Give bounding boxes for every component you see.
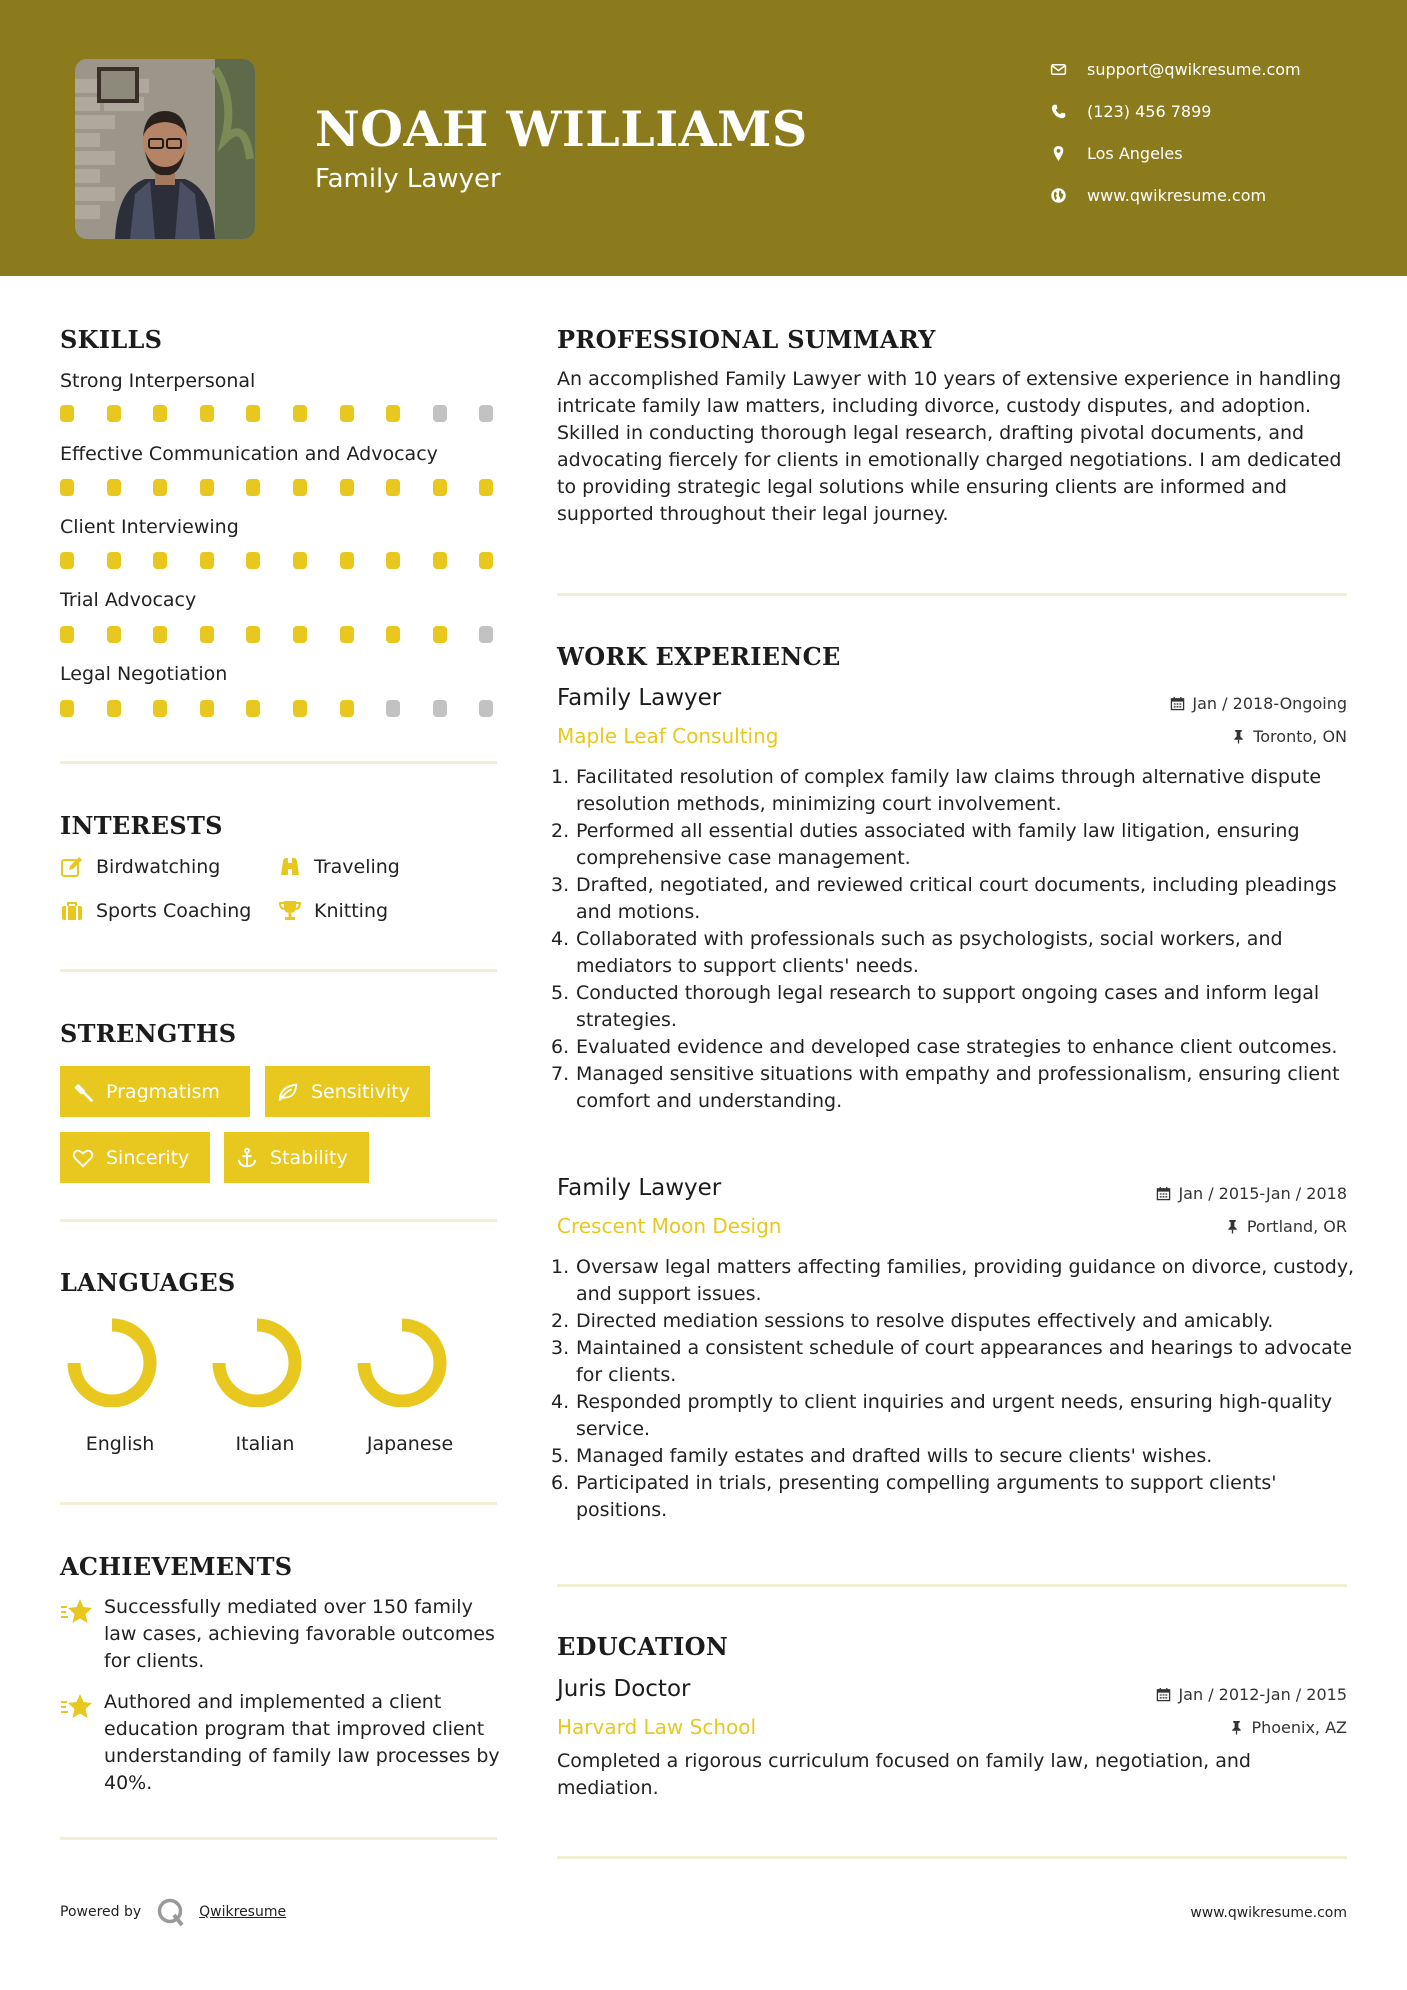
job-responsibilities bbox=[551, 764, 1357, 1115]
skill-dot-filled bbox=[340, 626, 354, 643]
skill-dot-filled bbox=[200, 700, 214, 717]
education-dates-text: Jan / 2012-Jan / 2015 bbox=[1178, 1685, 1347, 1704]
skill-dot-filled bbox=[153, 626, 167, 643]
section-divider bbox=[60, 969, 497, 972]
education-location bbox=[1229, 1718, 1347, 1737]
interest-label: Traveling bbox=[314, 856, 400, 878]
education-dates bbox=[1156, 1685, 1347, 1704]
skill-dot-filled bbox=[479, 479, 493, 496]
job-dates-text: Jan / 2015-Jan / 2018 bbox=[1178, 1184, 1347, 1203]
skill-dot-filled bbox=[246, 700, 260, 717]
skill-dot-filled bbox=[293, 405, 307, 422]
language-label: Italian bbox=[235, 1433, 295, 1455]
skill-dot-filled bbox=[60, 626, 74, 643]
skill-dot-filled bbox=[60, 479, 74, 496]
language-progress-ring bbox=[350, 1317, 470, 1407]
footer-powered-by bbox=[60, 1895, 286, 1929]
gavel-icon bbox=[72, 1081, 94, 1103]
job-location bbox=[1225, 1217, 1347, 1236]
skill-dot-filled bbox=[340, 552, 354, 569]
responsibility-item: 4. Collaborated with professionals such as psychologists, social workers, and mediators to support clients' needs. bbox=[551, 928, 1283, 977]
skill-dot-filled bbox=[107, 700, 121, 717]
skill-dot-filled bbox=[386, 479, 400, 496]
strength-badge bbox=[224, 1132, 369, 1183]
job-title: Family Lawyer bbox=[557, 1175, 722, 1201]
job-location-text: Portland, OR bbox=[1246, 1217, 1347, 1236]
skill-dot-filled bbox=[479, 552, 493, 569]
responsibility-item: 5. Managed family estates and drafted wills to secure clients' wishes. bbox=[551, 1445, 1213, 1467]
binoculars-icon bbox=[278, 855, 302, 879]
skill-dot-empty bbox=[433, 405, 447, 422]
experience-heading: WORK EXPERIENCE bbox=[557, 642, 841, 671]
responsibility-item: 6. Evaluated evidence and developed case strategies to enhance client outcomes. bbox=[551, 1036, 1338, 1058]
skill-dot-empty bbox=[479, 405, 493, 422]
company-name: Maple Leaf Consulting bbox=[557, 724, 779, 748]
skill-dot-filled bbox=[200, 479, 214, 496]
skill-rating bbox=[60, 700, 500, 718]
skill-rating bbox=[60, 405, 500, 423]
strengths-heading: STRENGTHS bbox=[60, 1019, 237, 1048]
responsibility-item: 6. Participated in trials, presenting compelling arguments to support clients' positions. bbox=[551, 1472, 1277, 1521]
achievement-text: Authored and implemented a client education program that improved client understanding of family law processes by 40%. bbox=[104, 1691, 500, 1794]
strength-badge bbox=[265, 1066, 430, 1117]
contact-location bbox=[1050, 138, 1370, 168]
skill-dot-filled bbox=[293, 626, 307, 643]
heart-icon bbox=[72, 1147, 94, 1169]
section-divider bbox=[557, 1856, 1347, 1859]
language-level-arc bbox=[364, 1325, 440, 1401]
achievement-text: Successfully mediated over 150 family law cases, achieving favorable outcomes for clients. bbox=[104, 1596, 495, 1672]
skill-dot-filled bbox=[153, 700, 167, 717]
skill-dot-filled bbox=[246, 626, 260, 643]
skill-dot-filled bbox=[293, 479, 307, 496]
interest-item bbox=[60, 897, 251, 925]
achievements-heading: ACHIEVEMENTS bbox=[60, 1552, 293, 1581]
leaf-icon bbox=[277, 1081, 299, 1103]
skill-name: Legal Negotiation bbox=[60, 663, 228, 685]
skill-dot-filled bbox=[153, 405, 167, 422]
skill-dot-filled bbox=[107, 552, 121, 569]
pencil-square-icon bbox=[60, 855, 84, 879]
interest-label: Knitting bbox=[314, 900, 389, 922]
language-label: English bbox=[85, 1433, 155, 1455]
skill-dot-filled bbox=[293, 700, 307, 717]
education-description: Completed a rigorous curriculum focused on family law, negotiation, and mediation. bbox=[557, 1750, 1251, 1799]
job-dates bbox=[1156, 1184, 1347, 1203]
interest-item bbox=[278, 897, 388, 925]
powered-by-text: Powered by bbox=[60, 1904, 142, 1920]
candidate-name: NOAH WILLIAMS bbox=[315, 100, 808, 158]
summary-text: An accomplished Family Lawyer with 10 years of extensive experience in handling intricate family law matters, including divorce, custody disputes, and adoption. Skilled in conducting thorough legal research, drafting pivotal documents, and advocating fiercely for clients in emotionally charged negotiations. I am dedicated to providing strategic legal solutions while ensuring clients are informed and supported throughout their legal journey. bbox=[557, 368, 1342, 525]
strength-label: Stability bbox=[270, 1146, 348, 1169]
skill-dot-filled bbox=[246, 479, 260, 496]
contact-website[interactable] bbox=[1050, 180, 1370, 210]
job-title: Family Lawyer bbox=[557, 685, 722, 711]
school-name: Harvard Law School bbox=[557, 1715, 757, 1739]
skill-dot-filled bbox=[153, 552, 167, 569]
skill-dot-filled bbox=[60, 700, 74, 717]
map-pin-icon bbox=[1050, 145, 1067, 162]
language-progress-ring bbox=[205, 1317, 325, 1407]
star-icon bbox=[60, 1597, 94, 1627]
profile-photo bbox=[75, 59, 255, 239]
language-label: Japanese bbox=[366, 1433, 454, 1455]
skill-dot-filled bbox=[107, 405, 121, 422]
responsibility-item: 1. Oversaw legal matters affecting families, providing guidance on divorce, custody, and support issues. bbox=[551, 1256, 1355, 1305]
skill-dot-empty bbox=[433, 700, 447, 717]
section-divider bbox=[557, 593, 1347, 596]
skill-rating bbox=[60, 552, 500, 570]
job-location-text: Toronto, ON bbox=[1253, 727, 1347, 746]
skill-dot-filled bbox=[153, 479, 167, 496]
company-name: Crescent Moon Design bbox=[557, 1214, 782, 1238]
skill-dot-filled bbox=[60, 405, 74, 422]
calendar-icon bbox=[1170, 696, 1185, 711]
responsibility-item: 3. Maintained a consistent schedule of court appearances and hearings to advocate for clients. bbox=[551, 1337, 1352, 1386]
globe-icon bbox=[1050, 187, 1067, 204]
responsibility-item: 7. Managed sensitive situations with empathy and professionalism, ensuring client comfort and understanding. bbox=[551, 1063, 1340, 1112]
contact-phone[interactable] bbox=[1050, 96, 1370, 126]
skill-name: Strong Interpersonal bbox=[60, 370, 256, 392]
phone-icon bbox=[1050, 103, 1067, 120]
skill-dot-filled bbox=[340, 405, 354, 422]
interest-item bbox=[60, 853, 220, 881]
anchor-icon bbox=[236, 1147, 258, 1169]
candidate-title: Family Lawyer bbox=[315, 164, 501, 194]
calendar-icon bbox=[1156, 1186, 1171, 1201]
pushpin-icon bbox=[1231, 729, 1246, 744]
responsibility-item: 1. Facilitated resolution of complex family law claims through alternative dispute resolution methods, minimizing court involvement. bbox=[551, 766, 1322, 815]
pushpin-icon bbox=[1225, 1219, 1240, 1234]
qwikresume-link[interactable]: Qwikresume bbox=[199, 1904, 287, 1920]
contact-website-text: www.qwikresume.com bbox=[1087, 185, 1267, 205]
strength-badge bbox=[60, 1132, 210, 1183]
skill-dot-filled bbox=[433, 552, 447, 569]
section-divider bbox=[60, 1502, 497, 1505]
qwikresume-logo-icon bbox=[155, 1896, 187, 1928]
footer-website[interactable]: www.qwikresume.com bbox=[1190, 1905, 1347, 1921]
skill-name: Trial Advocacy bbox=[60, 589, 197, 611]
envelope-icon bbox=[1050, 61, 1067, 78]
interest-label: Sports Coaching bbox=[96, 900, 252, 922]
skill-dot-empty bbox=[479, 700, 493, 717]
job-dates-text: Jan / 2018-Ongoing bbox=[1192, 694, 1347, 713]
summary-heading: PROFESSIONAL SUMMARY bbox=[557, 325, 936, 354]
responsibility-item: 2. Performed all essential duties associated with family law litigation, ensuring comprehensive case management. bbox=[551, 820, 1300, 869]
skill-dot-filled bbox=[386, 552, 400, 569]
contact-email-text: support@qwikresume.com bbox=[1087, 59, 1301, 79]
job-location bbox=[1231, 727, 1347, 746]
star-icon bbox=[60, 1692, 94, 1722]
strength-label: Pragmatism bbox=[106, 1080, 220, 1103]
skill-dot-filled bbox=[60, 552, 74, 569]
interests-heading: INTERESTS bbox=[60, 811, 223, 840]
language-level-arc bbox=[74, 1325, 150, 1401]
responsibility-item: 5. Conducted thorough legal research to support ongoing cases and inform legal strategies. bbox=[551, 982, 1320, 1031]
interest-label: Birdwatching bbox=[96, 856, 221, 878]
languages-heading: LANGUAGES bbox=[60, 1268, 236, 1297]
trophy-icon bbox=[278, 899, 302, 923]
strength-badge bbox=[60, 1066, 250, 1117]
briefcase-icon bbox=[60, 899, 84, 923]
skill-dot-filled bbox=[246, 552, 260, 569]
contact-phone-text: (123) 456 7899 bbox=[1087, 101, 1212, 121]
strength-label: Sensitivity bbox=[311, 1080, 410, 1103]
skill-dot-filled bbox=[107, 626, 121, 643]
pushpin-icon bbox=[1229, 1720, 1244, 1735]
skill-dot-empty bbox=[386, 700, 400, 717]
skill-dot-filled bbox=[386, 405, 400, 422]
skill-dot-filled bbox=[200, 405, 214, 422]
section-divider bbox=[60, 1219, 497, 1222]
language-progress-ring bbox=[60, 1317, 180, 1407]
skill-name: Effective Communication and Advocacy bbox=[60, 443, 438, 465]
strength-label: Sincerity bbox=[106, 1146, 190, 1169]
section-divider bbox=[60, 761, 497, 764]
skill-dot-filled bbox=[433, 479, 447, 496]
responsibility-item: 4. Responded promptly to client inquiries and urgent needs, ensuring high-quality service. bbox=[551, 1391, 1333, 1440]
contact-email[interactable] bbox=[1050, 54, 1370, 84]
education-heading: EDUCATION bbox=[557, 1632, 729, 1661]
skill-rating bbox=[60, 626, 500, 644]
skill-dot-filled bbox=[340, 700, 354, 717]
job-dates bbox=[1170, 694, 1347, 713]
education-location-text: Phoenix, AZ bbox=[1251, 1718, 1347, 1737]
skills-heading: SKILLS bbox=[60, 325, 163, 354]
section-divider bbox=[557, 1584, 1347, 1587]
skill-name: Client Interviewing bbox=[60, 516, 239, 538]
section-divider bbox=[60, 1837, 497, 1840]
interest-item bbox=[278, 853, 400, 881]
responsibility-item: 2. Directed mediation sessions to resolve disputes effectively and amicably. bbox=[551, 1310, 1274, 1332]
degree-title: Juris Doctor bbox=[557, 1676, 691, 1702]
skill-rating bbox=[60, 479, 500, 497]
job-responsibilities bbox=[551, 1254, 1357, 1524]
skill-dot-empty bbox=[479, 626, 493, 643]
contact-location-text: Los Angeles bbox=[1087, 143, 1183, 163]
responsibility-item: 3. Drafted, negotiated, and reviewed critical court documents, including pleadings and motions. bbox=[551, 874, 1337, 923]
skill-dot-filled bbox=[386, 626, 400, 643]
skill-dot-filled bbox=[246, 405, 260, 422]
skill-dot-filled bbox=[200, 626, 214, 643]
calendar-icon bbox=[1156, 1687, 1171, 1702]
skill-dot-filled bbox=[200, 552, 214, 569]
skill-dot-filled bbox=[433, 626, 447, 643]
skill-dot-filled bbox=[107, 479, 121, 496]
skill-dot-filled bbox=[340, 479, 354, 496]
language-level-arc bbox=[219, 1325, 295, 1401]
resume-header bbox=[0, 0, 1407, 276]
skill-dot-filled bbox=[293, 552, 307, 569]
